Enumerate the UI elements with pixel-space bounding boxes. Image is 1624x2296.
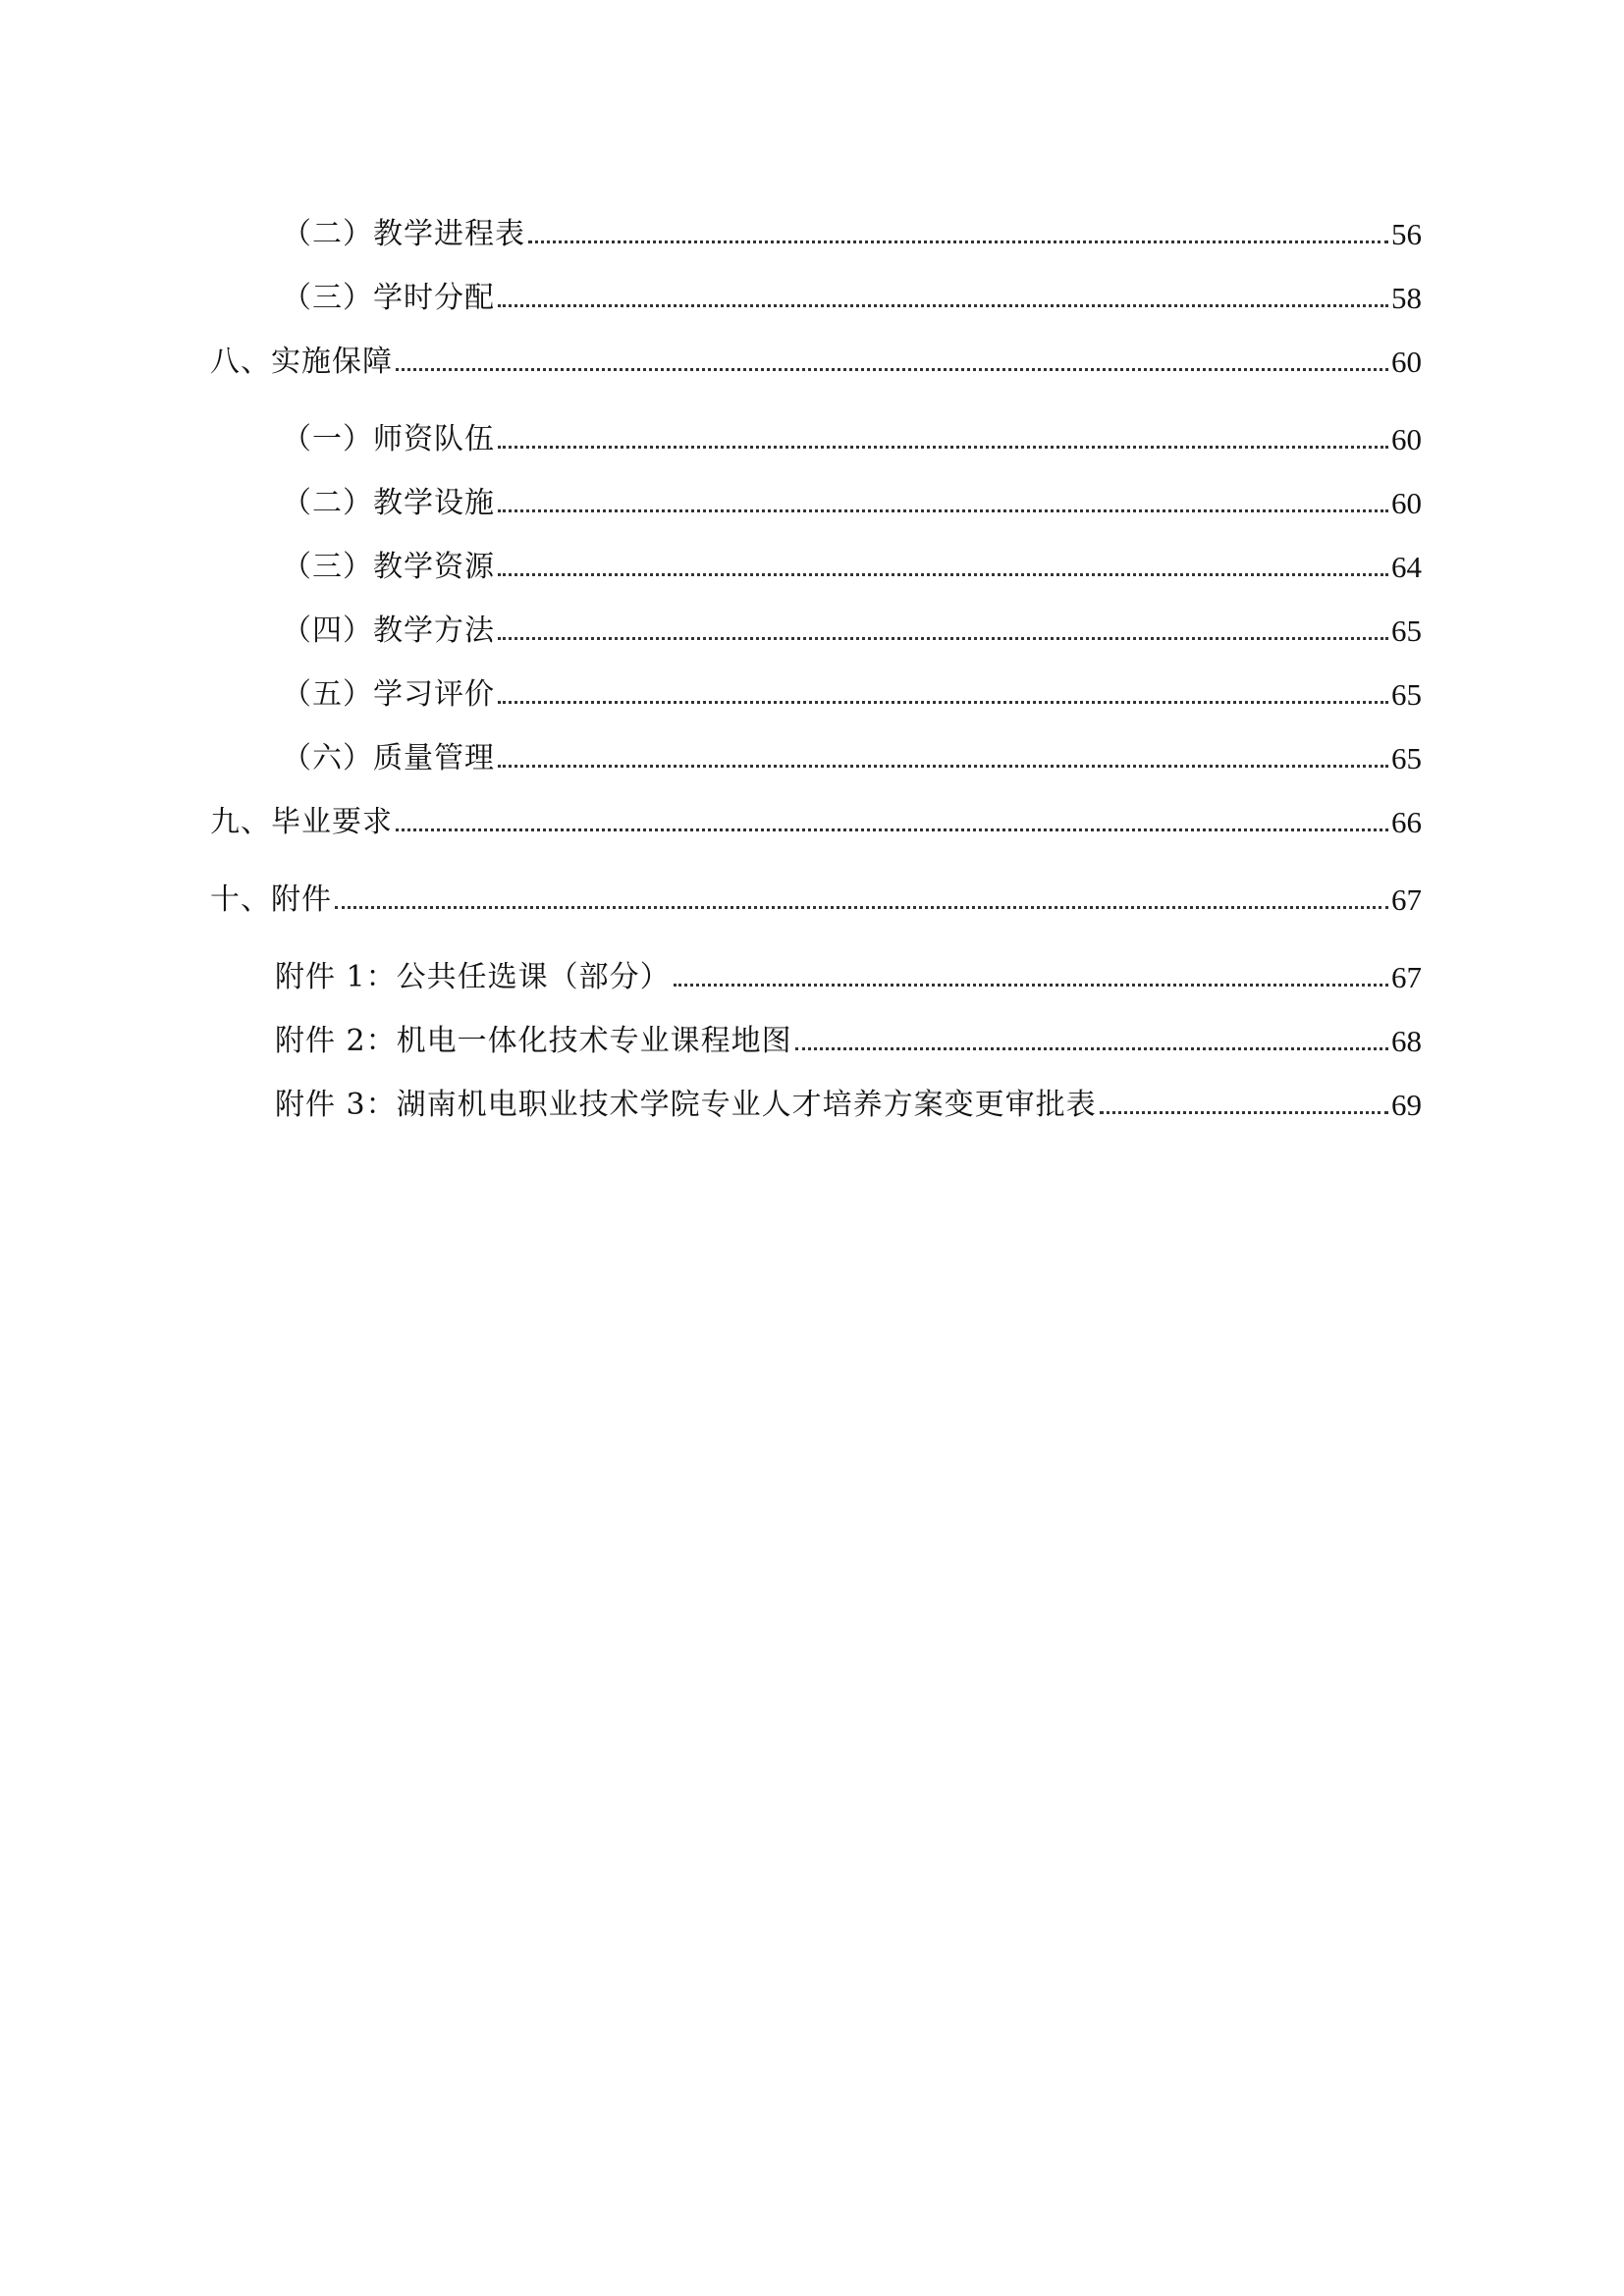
toc-dot-leader (674, 984, 1388, 987)
toc-entry-label: （五）学习评价 (282, 677, 495, 712)
toc-page-number: 65 (1391, 741, 1422, 775)
toc-entry-label: 附件 2：机电一体化技术专业课程地图 (275, 1024, 792, 1058)
toc-page-number: 67 (1391, 960, 1422, 994)
toc-entry-facilities[interactable] (282, 478, 1422, 521)
toc-entry-methods[interactable] (282, 606, 1422, 649)
toc-dot-leader (498, 446, 1388, 449)
toc-entry-evaluation[interactable] (282, 669, 1422, 713)
toc-dot-leader (795, 1047, 1388, 1050)
toc-entry-label: 八、实施保障 (210, 345, 393, 379)
toc-dot-leader (498, 765, 1388, 768)
toc-page-number: 65 (1391, 677, 1422, 712)
toc-dot-leader (498, 637, 1388, 640)
toc-entry-resources[interactable] (282, 542, 1422, 585)
toc-page-number: 58 (1391, 281, 1422, 315)
toc-entry-appendix-1[interactable] (275, 952, 1422, 995)
toc-entry-label: （一）师资队伍 (282, 422, 495, 456)
toc-entry-label: （四）教学方法 (282, 614, 495, 648)
toc-entry-quality[interactable] (282, 733, 1422, 776)
toc-dot-leader (396, 828, 1388, 831)
toc-entry-appendix-3[interactable] (275, 1080, 1422, 1123)
toc-entry-label: （二）教学进程表 (282, 217, 525, 251)
toc-dot-leader (528, 240, 1388, 243)
toc-entry-appendix[interactable] (210, 875, 1422, 918)
toc-entry-label: 附件 3：湖南机电职业技术学院专业人才培养方案变更审批表 (275, 1088, 1097, 1122)
toc-page-number: 67 (1391, 882, 1422, 917)
toc-dot-leader (498, 509, 1388, 512)
toc-page-number: 69 (1391, 1088, 1422, 1122)
toc-dot-leader (498, 304, 1388, 307)
toc-entry-appendix-2[interactable] (275, 1016, 1422, 1059)
toc-page-number: 60 (1391, 345, 1422, 379)
toc-entry-label: （二）教学设施 (282, 486, 495, 520)
toc-entry-faculty[interactable] (282, 414, 1422, 457)
toc-dot-leader (498, 573, 1388, 576)
toc-page-number: 65 (1391, 614, 1422, 648)
toc-entry-label: （三）学时分配 (282, 281, 495, 315)
toc-entry-teaching-schedule[interactable] (282, 209, 1422, 252)
toc-page-number: 56 (1391, 217, 1422, 251)
toc-page-number: 60 (1391, 486, 1422, 520)
toc-page-number: 60 (1391, 422, 1422, 456)
toc-entry-label: （三）教学资源 (282, 550, 495, 584)
toc-dot-leader (396, 368, 1388, 371)
toc-page-number: 68 (1391, 1024, 1422, 1058)
toc-dot-leader (335, 906, 1388, 909)
toc-dot-leader (1100, 1111, 1388, 1114)
toc-entry-implementation[interactable] (210, 337, 1422, 380)
toc-page-number: 66 (1391, 805, 1422, 839)
toc-entry-label: 附件 1：公共任选课（部分） (275, 960, 671, 994)
toc-entry-label: 十、附件 (210, 882, 332, 917)
toc-entry-label: （六）质量管理 (282, 741, 495, 775)
toc-page-number: 64 (1391, 550, 1422, 584)
toc-entry-label: 九、毕业要求 (210, 805, 393, 839)
toc-entry-graduation[interactable] (210, 797, 1422, 840)
toc-dot-leader (498, 701, 1388, 704)
toc-entry-hours-allocation[interactable] (282, 273, 1422, 316)
